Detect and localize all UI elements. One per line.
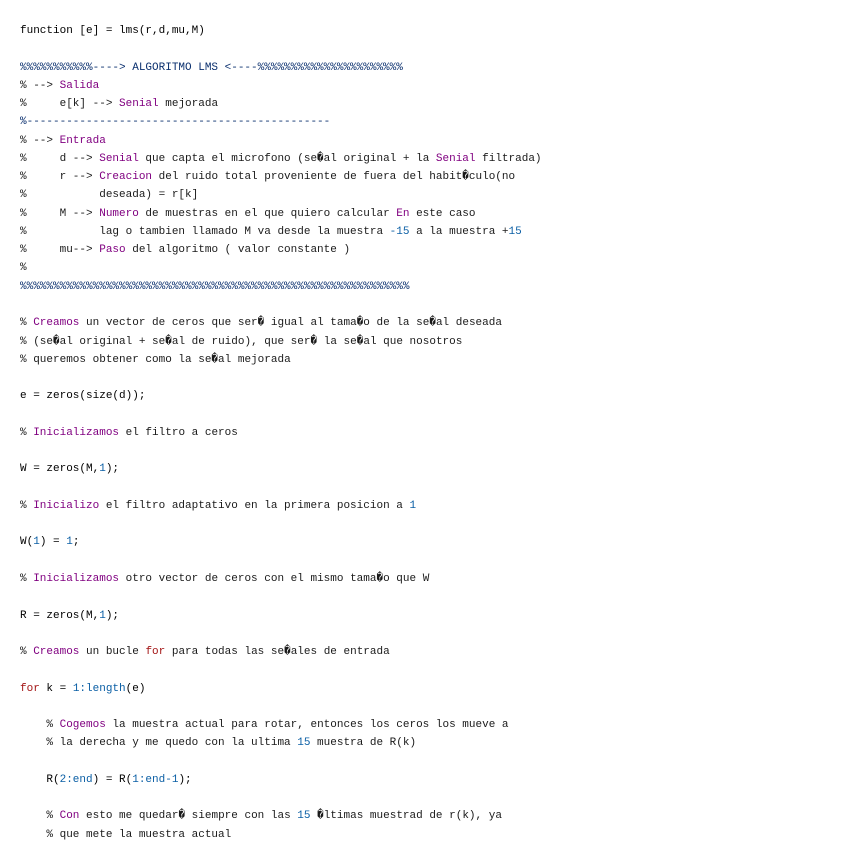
code-token: del algoritmo ( valor constante ) (125, 244, 351, 257)
code-line (20, 442, 840, 460)
code-line (20, 570, 840, 588)
code-token: 1 (33, 536, 40, 549)
code-token: la muestra actual para rotar, entonces los ceros los mueve a (105, 719, 509, 732)
code-line (20, 259, 840, 277)
code-token: % M --> (20, 207, 100, 220)
code-token: Inicializamos (33, 572, 120, 585)
code-token: Inicializo (33, 499, 100, 512)
code-token: Con (59, 810, 80, 823)
code-line (20, 716, 840, 734)
code-token: % r --> (20, 171, 100, 184)
code-line (20, 661, 840, 679)
code-token: %%%%%%%%%%%----> ALGORITMO LMS <----%%%%%%%%%%%%%%%%%%%%%% (20, 61, 403, 74)
code-token: % (20, 499, 34, 512)
code-line (20, 77, 840, 95)
code-token: %---------------------------------------------- (20, 116, 331, 129)
code-token: % la derecha y me quedo con la ultima (20, 737, 298, 750)
code-token: % e[k] --> (20, 98, 120, 111)
code-line (20, 333, 840, 351)
code-line (20, 625, 840, 643)
code-line (20, 643, 840, 661)
code-line (20, 241, 840, 259)
code-token: del ruido total proveniente de fuera del habit�culo(no (152, 171, 516, 184)
code-token: Senial (119, 98, 159, 111)
code-token: ); (178, 773, 192, 786)
code-line (20, 698, 840, 716)
code-token: % (20, 426, 34, 439)
code-line (20, 205, 840, 223)
code-token: ; (72, 536, 80, 549)
code-token: �ltimas muestrad de r(k), ya (310, 810, 502, 823)
code-token: ); (105, 463, 120, 476)
code-line (20, 533, 840, 551)
code-token: para todas las se�ales de entrada (165, 646, 390, 659)
code-line (20, 351, 840, 369)
code-token: % --> (20, 79, 60, 92)
code-line (20, 515, 840, 533)
code-token: el filtro adaptativo en la primera posicion a (99, 499, 410, 512)
code-token: % (20, 719, 60, 732)
code-token: ) = (39, 536, 67, 549)
code-token: ) = R( (92, 773, 133, 786)
code-line (20, 113, 840, 131)
code-token: muestra de R(k) (310, 737, 417, 750)
code-token: % (20, 810, 60, 823)
code-token: (e) (125, 682, 146, 695)
code-token: 2:end (59, 773, 93, 786)
code-token: R( (20, 773, 60, 786)
code-token: % (se�al original + se�al de ruido), que ser� la se�al que nosotros (20, 335, 463, 348)
code-token: Inicializamos (33, 426, 120, 439)
code-line (20, 807, 840, 825)
code-token: Senial (435, 152, 476, 165)
code-line (20, 406, 840, 424)
code-token: W( (20, 536, 34, 549)
code-line (20, 369, 840, 387)
code-token: % mu--> (20, 244, 100, 257)
code-token: % que mete la muestra actual (20, 828, 232, 841)
code-line (20, 424, 840, 442)
code-token: 15 (297, 737, 311, 750)
code-token: de muestras en el que quiero calcular (138, 207, 397, 220)
code-token: Creacion (99, 171, 153, 184)
code-line (20, 607, 840, 625)
code-token: 1 (66, 536, 73, 549)
code-line (20, 186, 840, 204)
code-token: un vector de ceros que ser� igual al tama�o de la se�al deseada (79, 317, 502, 330)
code-token: Creamos (33, 317, 80, 330)
code-token: Numero (99, 207, 139, 220)
code-token: mejorada (158, 98, 219, 111)
code-line (20, 387, 840, 405)
code-line (20, 168, 840, 186)
code-line (20, 588, 840, 606)
code-line (20, 59, 840, 77)
code-line (20, 680, 840, 698)
code-line (20, 314, 840, 332)
code-token: W = zeros(M, (20, 463, 100, 476)
code-token: otro vector de ceros con el mismo tama�o que W (119, 572, 430, 585)
code-line (20, 22, 840, 40)
code-token: 1:end-1 (132, 773, 179, 786)
code-token: % (20, 572, 34, 585)
code-token: e = zeros(size(d)); (20, 390, 146, 403)
code-token: 1:length (72, 682, 126, 695)
code-token: Paso (99, 244, 126, 257)
code-listing (20, 22, 840, 844)
code-line (20, 734, 840, 752)
code-token: k = (39, 682, 73, 695)
code-token: % d --> (20, 152, 100, 165)
code-line (20, 789, 840, 807)
code-line (20, 460, 840, 478)
code-token: % (20, 262, 27, 275)
code-token: un bucle (79, 646, 146, 659)
code-token: Creamos (33, 646, 80, 659)
code-token: el filtro a ceros (119, 426, 238, 439)
code-token: 15 (508, 225, 522, 238)
code-line (20, 826, 840, 844)
code-token: esto me quedar� siempre con las (79, 810, 298, 823)
code-token: %%%%%%%%%%%%%%%%%%%%%%%%%%%%%%%%%%%%%%%%%%%%%%%%%%%%%%%%%%% (20, 280, 410, 293)
code-token: -15 (389, 225, 410, 238)
code-token: Senial (99, 152, 139, 165)
code-line (20, 40, 840, 58)
code-line (20, 132, 840, 150)
code-line (20, 223, 840, 241)
code-token: for (145, 646, 166, 659)
code-token: % --> (20, 134, 60, 147)
code-line (20, 552, 840, 570)
code-token: function [e] = lms(r,d,mu,M) (20, 25, 205, 37)
code-token: % deseada) = r[k] (20, 189, 199, 202)
code-token: Cogemos (59, 719, 106, 732)
code-line (20, 150, 840, 168)
code-token: 1 (99, 609, 106, 622)
code-line (20, 296, 840, 314)
code-token: % (20, 646, 34, 659)
code-line (20, 278, 840, 296)
code-line (20, 497, 840, 515)
code-token: % lag o tambien llamado M va desde la muestra (20, 225, 390, 238)
code-token: ); (105, 609, 120, 622)
code-token: 1 (409, 499, 417, 512)
code-line (20, 753, 840, 771)
code-line (20, 771, 840, 789)
code-token: R = zeros(M, (20, 609, 100, 622)
code-token: Salida (59, 79, 100, 92)
code-token: 15 (297, 810, 311, 823)
code-token: % queremos obtener como la se�al mejorada (20, 353, 291, 366)
code-token: 1 (99, 463, 106, 476)
code-token: este caso (409, 207, 476, 220)
code-token: a la muestra + (409, 225, 509, 238)
code-token: for (20, 682, 40, 695)
code-token: % (20, 317, 34, 330)
code-token: Entrada (59, 134, 106, 147)
code-token: En (396, 207, 410, 220)
code-token: filtrada) (475, 152, 542, 165)
code-line (20, 95, 840, 113)
code-token: que capta el microfono (se�al original + la (138, 152, 436, 165)
code-line (20, 479, 840, 497)
